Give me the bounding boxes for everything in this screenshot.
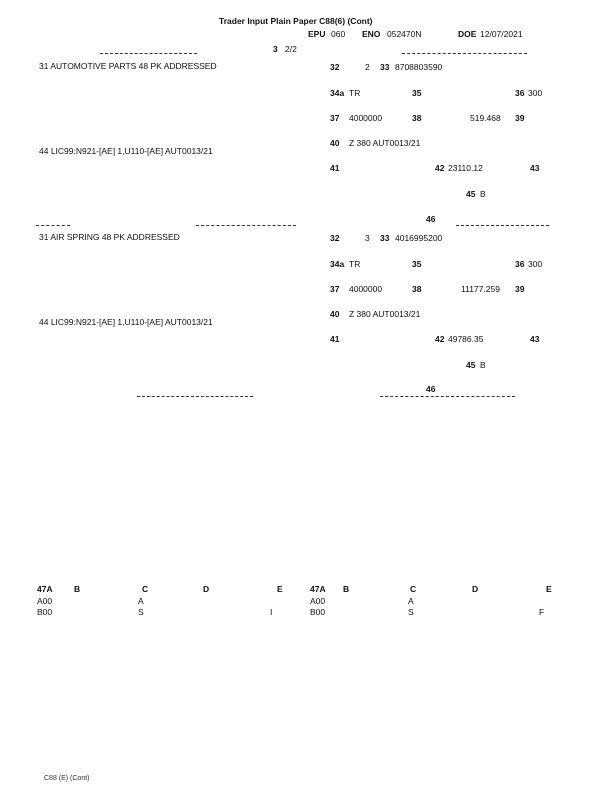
box47-row-method: S — [408, 607, 414, 617]
epu-value: 060 — [331, 29, 346, 39]
box47-header-c: C — [142, 584, 149, 594]
previous-document: Z 380 AUT0013/21 — [349, 309, 421, 319]
header-divider-left — [100, 53, 197, 54]
box34a-label: 34a — [330, 259, 345, 269]
box47-row-method: A — [138, 596, 144, 606]
box47-header-c: C — [410, 584, 417, 594]
box42-label: 42 — [435, 163, 445, 173]
procedure-code: 4000000 — [349, 284, 383, 294]
box42-label: 42 — [435, 334, 445, 344]
box34a-label: 34a — [330, 88, 345, 98]
box37-label: 37 — [330, 284, 340, 294]
header-divider-right — [402, 53, 527, 54]
item-price: 49786.35 — [448, 334, 484, 344]
doe-label: DOE — [458, 29, 477, 39]
doe-value: 12/07/2021 — [480, 29, 523, 39]
box45-value: B — [480, 189, 486, 199]
box45-label: 45 — [466, 360, 476, 370]
box47-header-b: B — [74, 584, 81, 594]
box39-label: 39 — [515, 113, 525, 123]
box47-row-e: F — [539, 607, 545, 617]
preference-value: 300 — [528, 88, 543, 98]
item-description: 31 AUTOMOTIVE PARTS 48 PK ADDRESSED — [39, 61, 217, 71]
box35-label: 35 — [412, 259, 422, 269]
commodity-code: 4016995200 — [395, 233, 443, 243]
item-description: 31 AIR SPRING 48 PK ADDRESSED — [39, 232, 180, 242]
box47-row-type: A00 — [37, 596, 53, 606]
box36-label: 36 — [515, 88, 525, 98]
box43-label: 43 — [530, 334, 540, 344]
box35-label: 35 — [412, 88, 422, 98]
item-number: 3 — [365, 233, 370, 243]
net-mass: 11177.259 — [461, 284, 500, 294]
box47-row-type: B00 — [37, 607, 53, 617]
commodity-code: 8708803590 — [395, 62, 443, 72]
box47-header-e: E — [277, 584, 283, 594]
box47-row-method: A — [408, 596, 414, 606]
box38-label: 38 — [412, 284, 422, 294]
form-reference: C88 (E) (Cont) — [44, 775, 90, 782]
preference-value: 300 — [528, 259, 543, 269]
box3-label: 3 — [273, 44, 278, 54]
box45-label: 45 — [466, 189, 476, 199]
form-title: Trader Input Plain Paper C88(6) (Cont) — [219, 16, 373, 26]
box32-label: 32 — [330, 233, 340, 243]
box3-value: 2/2 — [285, 44, 297, 54]
net-mass: 519.468 — [470, 113, 501, 123]
box41-label: 41 — [330, 334, 340, 344]
box36-label: 36 — [515, 259, 525, 269]
box39-label: 39 — [515, 284, 525, 294]
box47-row-type: A00 — [310, 596, 326, 606]
item-divider-1c — [456, 225, 549, 226]
box47-header-e: E — [546, 584, 552, 594]
box40-label: 40 — [330, 138, 340, 148]
box47-header-b: B — [343, 584, 350, 594]
box37-label: 37 — [330, 113, 340, 123]
eno-label: ENO — [362, 29, 381, 39]
box47-row-method: S — [138, 607, 144, 617]
epu-label: EPU — [308, 29, 326, 39]
box47-header-47a: 47A — [310, 584, 326, 594]
item-price: 23110.12 — [448, 163, 483, 173]
eno-value: 052470N — [387, 29, 422, 39]
box45-value: B — [480, 360, 486, 370]
box33-label: 33 — [380, 62, 390, 72]
box46-label: 46 — [426, 384, 436, 394]
procedure-code: 4000000 — [349, 113, 383, 123]
box47-header-d: D — [203, 584, 210, 594]
box47-row-type: B00 — [310, 607, 326, 617]
item-divider-2a — [137, 396, 253, 397]
country-of-origin: TR — [349, 88, 361, 98]
box47-row-e: I — [270, 607, 273, 617]
item-divider-2b — [380, 396, 515, 397]
item-divider-1a — [36, 225, 70, 226]
box38-label: 38 — [412, 113, 422, 123]
box40-label: 40 — [330, 309, 340, 319]
item-divider-1b — [196, 225, 296, 226]
box47-header-47a: 47A — [37, 584, 53, 594]
box33-label: 33 — [380, 233, 390, 243]
item-number: 2 — [365, 62, 370, 72]
box44-text: 44 LIC99:N921-[AE] 1,U110-[AE] AUT0013/21 — [39, 317, 213, 327]
country-of-origin: TR — [349, 259, 361, 269]
box43-label: 43 — [530, 163, 540, 173]
previous-document: Z 380 AUT0013/21 — [349, 138, 421, 148]
box32-label: 32 — [330, 62, 340, 72]
box44-text: 44 LIC99:N921-[AE] 1,U110-[AE] AUT0013/21 — [39, 146, 213, 156]
box47-header-d: D — [472, 584, 479, 594]
box46-label: 46 — [426, 214, 436, 224]
box41-label: 41 — [330, 163, 340, 173]
